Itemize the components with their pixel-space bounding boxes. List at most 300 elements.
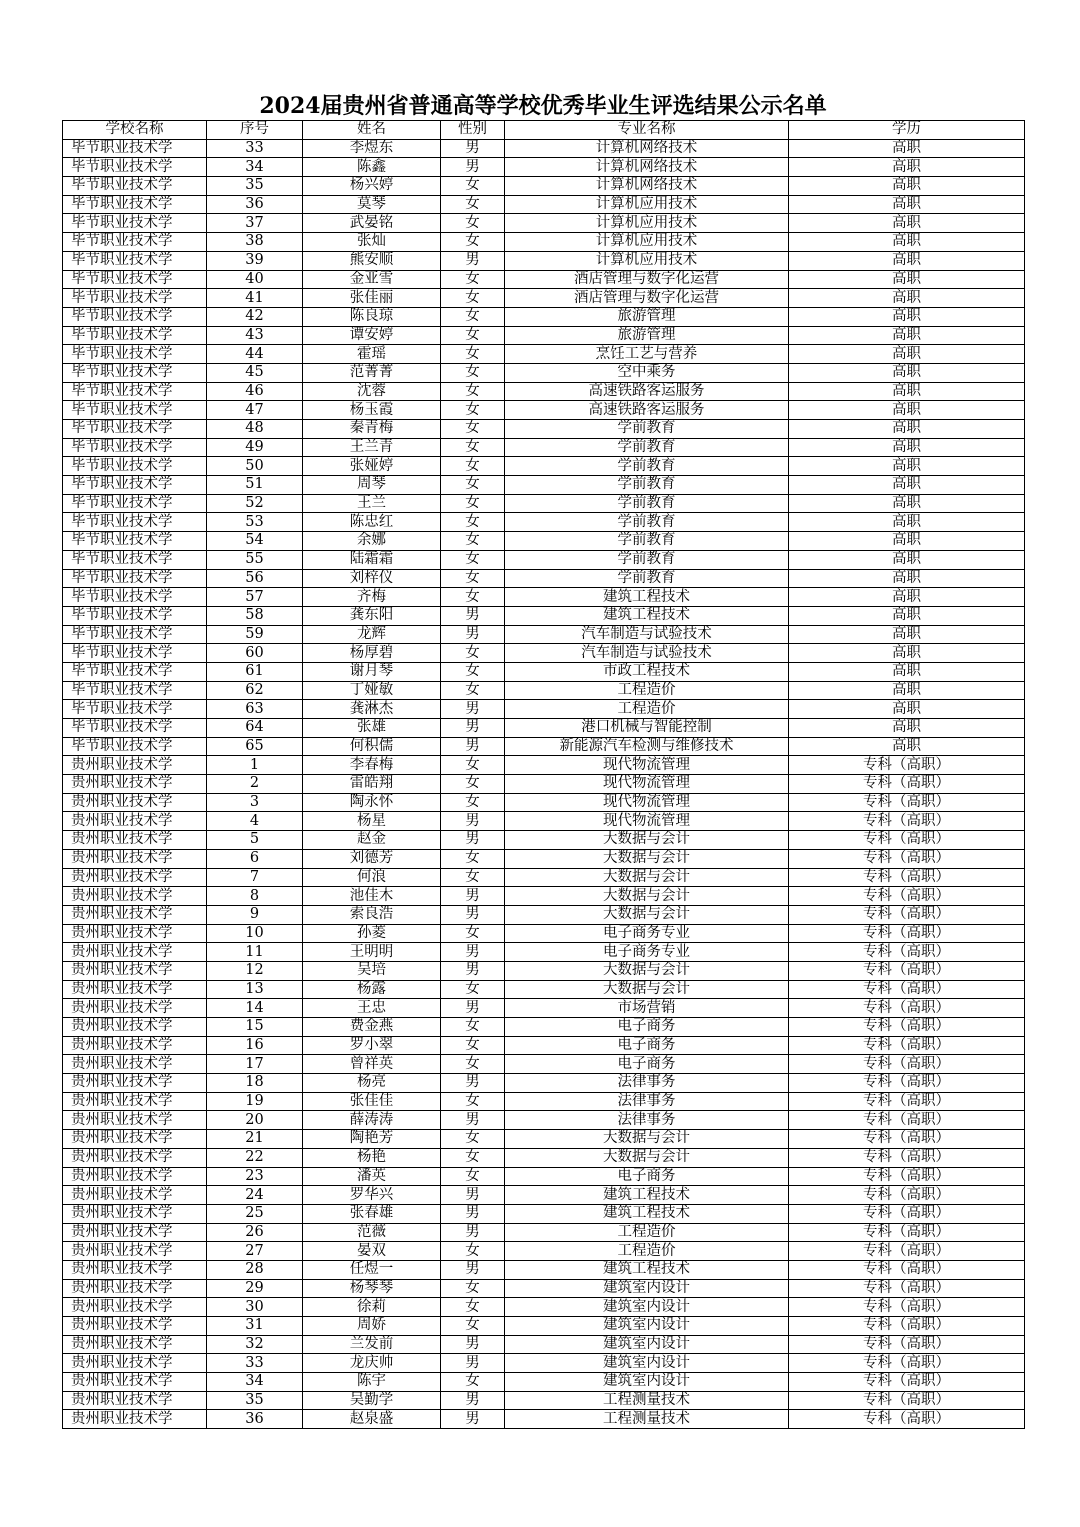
cell-degree: 高职 [789, 363, 1025, 382]
cell-school: 毕节职业技术学 [63, 158, 207, 177]
cell-degree: 专科（高职） [789, 1186, 1025, 1205]
table-row [63, 1167, 1025, 1186]
cell-degree: 高职 [789, 532, 1025, 551]
cell-major: 计算机应用技术 [505, 251, 789, 270]
cell-gender: 女 [441, 1167, 505, 1186]
cell-major: 建筑工程技术 [505, 1204, 789, 1223]
cell-degree: 专科（高职） [789, 905, 1025, 924]
cell-number: 62 [207, 681, 303, 700]
cell-major: 大数据与会计 [505, 961, 789, 980]
cell-degree: 高职 [789, 737, 1025, 756]
cell-number: 21 [207, 1130, 303, 1149]
cell-degree: 专科（高职） [789, 1391, 1025, 1410]
table-row [63, 793, 1025, 812]
cell-degree: 专科（高职） [789, 1242, 1025, 1261]
header-school: 学校名称 [63, 121, 207, 140]
cell-degree: 高职 [789, 662, 1025, 681]
cell-name: 陶永怀 [303, 793, 441, 812]
cell-gender: 男 [441, 1204, 505, 1223]
cell-degree: 高职 [789, 233, 1025, 252]
cell-school: 贵州职业技术学 [63, 1074, 207, 1093]
cell-school: 贵州职业技术学 [63, 1354, 207, 1373]
cell-degree: 高职 [789, 569, 1025, 588]
cell-major: 电子商务 [505, 1018, 789, 1037]
cell-gender: 女 [441, 1279, 505, 1298]
cell-school: 毕节职业技术学 [63, 251, 207, 270]
cell-number: 60 [207, 644, 303, 663]
table-row [63, 1111, 1025, 1130]
table-row [63, 1130, 1025, 1149]
cell-major: 酒店管理与数字化运营 [505, 289, 789, 308]
table-row [63, 1410, 1025, 1429]
cell-school: 毕节职业技术学 [63, 719, 207, 738]
cell-degree: 专科（高职） [789, 1373, 1025, 1392]
cell-degree: 高职 [789, 420, 1025, 439]
cell-gender: 女 [441, 849, 505, 868]
table-row [63, 251, 1025, 270]
cell-degree: 专科（高职） [789, 1130, 1025, 1149]
table-row [63, 494, 1025, 513]
cell-school: 毕节职业技术学 [63, 532, 207, 551]
header-major: 专业名称 [505, 121, 789, 140]
cell-gender: 女 [441, 195, 505, 214]
cell-degree: 高职 [789, 139, 1025, 158]
cell-gender: 女 [441, 494, 505, 513]
cell-school: 毕节职业技术学 [63, 550, 207, 569]
cell-major: 现代物流管理 [505, 793, 789, 812]
cell-name: 范薇 [303, 1223, 441, 1242]
table-row [63, 775, 1025, 794]
cell-number: 52 [207, 494, 303, 513]
cell-gender: 女 [441, 588, 505, 607]
cell-gender: 女 [441, 756, 505, 775]
cell-name: 费金燕 [303, 1018, 441, 1037]
cell-school: 毕节职业技术学 [63, 307, 207, 326]
cell-name: 杨艳 [303, 1148, 441, 1167]
cell-major: 建筑工程技术 [505, 588, 789, 607]
cell-major: 大数据与会计 [505, 1148, 789, 1167]
cell-gender: 男 [441, 700, 505, 719]
cell-name: 龙庆帅 [303, 1354, 441, 1373]
cell-name: 李春梅 [303, 756, 441, 775]
cell-number: 4 [207, 812, 303, 831]
cell-major: 大数据与会计 [505, 868, 789, 887]
cell-major: 工程造价 [505, 700, 789, 719]
cell-degree: 专科（高职） [789, 1036, 1025, 1055]
cell-school: 毕节职业技术学 [63, 177, 207, 196]
cell-name: 杨露 [303, 980, 441, 999]
cell-school: 毕节职业技术学 [63, 662, 207, 681]
cell-major: 学前教育 [505, 476, 789, 495]
cell-school: 贵州职业技术学 [63, 831, 207, 850]
cell-gender: 女 [441, 1373, 505, 1392]
table-row [63, 1260, 1025, 1279]
cell-name: 丁娅敏 [303, 681, 441, 700]
cell-major: 建筑室内设计 [505, 1279, 789, 1298]
table-row [63, 905, 1025, 924]
table-header-row [63, 121, 1025, 140]
cell-number: 47 [207, 401, 303, 420]
cell-major: 酒店管理与数字化运营 [505, 270, 789, 289]
cell-gender: 女 [441, 980, 505, 999]
cell-number: 39 [207, 251, 303, 270]
table-row [63, 999, 1025, 1018]
table-row [63, 438, 1025, 457]
table-row [63, 719, 1025, 738]
table-row [63, 1335, 1025, 1354]
cell-number: 45 [207, 363, 303, 382]
cell-name: 陈忠红 [303, 513, 441, 532]
cell-gender: 女 [441, 662, 505, 681]
header-gender: 性别 [441, 121, 505, 140]
cell-gender: 女 [441, 457, 505, 476]
cell-number: 30 [207, 1298, 303, 1317]
cell-major: 现代物流管理 [505, 775, 789, 794]
cell-major: 旅游管理 [505, 307, 789, 326]
table-row [63, 1074, 1025, 1093]
cell-major: 计算机应用技术 [505, 195, 789, 214]
table-row [63, 420, 1025, 439]
cell-school: 毕节职业技术学 [63, 420, 207, 439]
cell-major: 电子商务专业 [505, 924, 789, 943]
cell-number: 27 [207, 1242, 303, 1261]
cell-gender: 男 [441, 1260, 505, 1279]
cell-degree: 专科（高职） [789, 868, 1025, 887]
cell-name: 龙辉 [303, 625, 441, 644]
cell-degree: 专科（高职） [789, 943, 1025, 962]
cell-name: 张春雄 [303, 1204, 441, 1223]
cell-school: 贵州职业技术学 [63, 1260, 207, 1279]
cell-major: 建筑工程技术 [505, 1186, 789, 1205]
cell-name: 齐梅 [303, 588, 441, 607]
cell-school: 贵州职业技术学 [63, 1410, 207, 1429]
cell-major: 现代物流管理 [505, 812, 789, 831]
cell-number: 25 [207, 1204, 303, 1223]
cell-degree: 专科（高职） [789, 1298, 1025, 1317]
cell-number: 9 [207, 905, 303, 924]
cell-degree: 专科（高职） [789, 924, 1025, 943]
cell-name: 武晏铭 [303, 214, 441, 233]
cell-gender: 女 [441, 1317, 505, 1336]
cell-number: 2 [207, 775, 303, 794]
cell-degree: 高职 [789, 719, 1025, 738]
cell-gender: 男 [441, 1335, 505, 1354]
cell-number: 49 [207, 438, 303, 457]
cell-degree: 专科（高职） [789, 1260, 1025, 1279]
table-row [63, 1186, 1025, 1205]
cell-gender: 男 [441, 1391, 505, 1410]
cell-school: 贵州职业技术学 [63, 812, 207, 831]
cell-major: 建筑室内设计 [505, 1335, 789, 1354]
cell-major: 电子商务 [505, 1167, 789, 1186]
cell-school: 毕节职业技术学 [63, 438, 207, 457]
cell-school: 贵州职业技术学 [63, 1111, 207, 1130]
cell-school: 贵州职业技术学 [63, 924, 207, 943]
table-row [63, 681, 1025, 700]
cell-major: 学前教育 [505, 420, 789, 439]
cell-school: 毕节职业技术学 [63, 289, 207, 308]
cell-gender: 女 [441, 345, 505, 364]
cell-number: 33 [207, 139, 303, 158]
cell-school: 贵州职业技术学 [63, 1186, 207, 1205]
cell-gender: 男 [441, 158, 505, 177]
cell-degree: 高职 [789, 550, 1025, 569]
table-row [63, 980, 1025, 999]
table-row [63, 1148, 1025, 1167]
cell-major: 建筑工程技术 [505, 1260, 789, 1279]
cell-school: 毕节职业技术学 [63, 644, 207, 663]
cell-number: 44 [207, 345, 303, 364]
cell-gender: 男 [441, 812, 505, 831]
cell-number: 10 [207, 924, 303, 943]
cell-number: 54 [207, 532, 303, 551]
cell-major: 现代物流管理 [505, 756, 789, 775]
cell-gender: 男 [441, 1074, 505, 1093]
cell-degree: 专科（高职） [789, 1111, 1025, 1130]
cell-name: 杨玉霞 [303, 401, 441, 420]
cell-major: 工程测量技术 [505, 1410, 789, 1429]
cell-name: 曾祥英 [303, 1055, 441, 1074]
cell-school: 贵州职业技术学 [63, 1223, 207, 1242]
cell-name: 王忠 [303, 999, 441, 1018]
cell-gender: 女 [441, 1018, 505, 1037]
cell-major: 汽车制造与试验技术 [505, 625, 789, 644]
cell-school: 毕节职业技术学 [63, 606, 207, 625]
cell-gender: 女 [441, 326, 505, 345]
cell-gender: 女 [441, 214, 505, 233]
cell-degree: 专科（高职） [789, 1018, 1025, 1037]
cell-degree: 专科（高职） [789, 1279, 1025, 1298]
cell-gender: 男 [441, 1111, 505, 1130]
cell-degree: 专科（高职） [789, 831, 1025, 850]
cell-major: 法律事务 [505, 1092, 789, 1111]
cell-degree: 专科（高职） [789, 961, 1025, 980]
table-row [63, 1223, 1025, 1242]
cell-name: 王兰青 [303, 438, 441, 457]
cell-name: 谢月琴 [303, 662, 441, 681]
cell-gender: 女 [441, 924, 505, 943]
cell-school: 贵州职业技术学 [63, 1092, 207, 1111]
cell-name: 赵泉盛 [303, 1410, 441, 1429]
cell-school: 贵州职业技术学 [63, 980, 207, 999]
cell-major: 空中乘务 [505, 363, 789, 382]
cell-gender: 男 [441, 831, 505, 850]
cell-degree: 高职 [789, 644, 1025, 663]
cell-gender: 女 [441, 513, 505, 532]
cell-name: 范菁菁 [303, 363, 441, 382]
table-row [63, 1298, 1025, 1317]
cell-school: 贵州职业技术学 [63, 1018, 207, 1037]
cell-number: 38 [207, 233, 303, 252]
cell-name: 杨星 [303, 812, 441, 831]
cell-degree: 专科（高职） [789, 1148, 1025, 1167]
table-row [63, 569, 1025, 588]
cell-name: 晏双 [303, 1242, 441, 1261]
cell-degree: 高职 [789, 307, 1025, 326]
cell-major: 计算机应用技术 [505, 233, 789, 252]
cell-degree: 专科（高职） [789, 1092, 1025, 1111]
cell-major: 大数据与会计 [505, 980, 789, 999]
cell-name: 王明明 [303, 943, 441, 962]
table-row [63, 1018, 1025, 1037]
cell-degree: 专科（高职） [789, 1204, 1025, 1223]
cell-number: 58 [207, 606, 303, 625]
cell-major: 高速铁路客运服务 [505, 401, 789, 420]
cell-gender: 男 [441, 887, 505, 906]
cell-degree: 高职 [789, 289, 1025, 308]
cell-school: 毕节职业技术学 [63, 625, 207, 644]
cell-school: 毕节职业技术学 [63, 139, 207, 158]
cell-degree: 高职 [789, 158, 1025, 177]
cell-school: 贵州职业技术学 [63, 868, 207, 887]
cell-number: 40 [207, 270, 303, 289]
table-row [63, 961, 1025, 980]
cell-gender: 女 [441, 363, 505, 382]
cell-school: 贵州职业技术学 [63, 1317, 207, 1336]
cell-degree: 高职 [789, 606, 1025, 625]
cell-name: 龚淋杰 [303, 700, 441, 719]
cell-name: 何浪 [303, 868, 441, 887]
cell-number: 1 [207, 756, 303, 775]
table-row [63, 737, 1025, 756]
cell-gender: 男 [441, 251, 505, 270]
cell-number: 34 [207, 1373, 303, 1392]
table-row [63, 1242, 1025, 1261]
table-row [63, 401, 1025, 420]
cell-school: 贵州职业技术学 [63, 793, 207, 812]
cell-major: 学前教育 [505, 532, 789, 551]
cell-gender: 女 [441, 775, 505, 794]
cell-school: 毕节职业技术学 [63, 270, 207, 289]
cell-school: 贵州职业技术学 [63, 1036, 207, 1055]
table-row [63, 345, 1025, 364]
cell-school: 毕节职业技术学 [63, 700, 207, 719]
cell-school: 毕节职业技术学 [63, 401, 207, 420]
cell-gender: 女 [441, 177, 505, 196]
header-number: 序号 [207, 121, 303, 140]
cell-gender: 女 [441, 681, 505, 700]
cell-name: 李煜东 [303, 139, 441, 158]
cell-gender: 男 [441, 1223, 505, 1242]
cell-number: 8 [207, 887, 303, 906]
table-row [63, 233, 1025, 252]
cell-number: 56 [207, 569, 303, 588]
cell-number: 20 [207, 1111, 303, 1130]
cell-number: 59 [207, 625, 303, 644]
cell-major: 电子商务 [505, 1036, 789, 1055]
cell-major: 大数据与会计 [505, 831, 789, 850]
document-title: 2024届贵州省普通高等学校优秀毕业生评选结果公示名单 [259, 93, 827, 119]
cell-school: 贵州职业技术学 [63, 756, 207, 775]
table-row [63, 363, 1025, 382]
cell-school: 毕节职业技术学 [63, 681, 207, 700]
table-row [63, 1279, 1025, 1298]
table-row [63, 1055, 1025, 1074]
table-body [63, 139, 1025, 1428]
cell-gender: 女 [441, 532, 505, 551]
cell-name: 余娜 [303, 532, 441, 551]
cell-name: 陈良琼 [303, 307, 441, 326]
cell-number: 37 [207, 214, 303, 233]
cell-degree: 高职 [789, 326, 1025, 345]
cell-name: 赵金 [303, 831, 441, 850]
table-row [63, 606, 1025, 625]
cell-major: 市政工程技术 [505, 662, 789, 681]
cell-name: 陶艳芳 [303, 1130, 441, 1149]
cell-degree: 高职 [789, 457, 1025, 476]
cell-gender: 女 [441, 382, 505, 401]
cell-major: 工程造价 [505, 1223, 789, 1242]
cell-school: 贵州职业技术学 [63, 905, 207, 924]
cell-degree: 高职 [789, 251, 1025, 270]
cell-major: 大数据与会计 [505, 1130, 789, 1149]
cell-name: 吴培 [303, 961, 441, 980]
cell-number: 19 [207, 1092, 303, 1111]
cell-name: 薛涛涛 [303, 1111, 441, 1130]
cell-major: 建筑室内设计 [505, 1354, 789, 1373]
cell-gender: 女 [441, 401, 505, 420]
cell-degree: 高职 [789, 588, 1025, 607]
cell-major: 学前教育 [505, 513, 789, 532]
cell-school: 毕节职业技术学 [63, 513, 207, 532]
cell-number: 63 [207, 700, 303, 719]
cell-major: 建筑室内设计 [505, 1373, 789, 1392]
cell-school: 毕节职业技术学 [63, 233, 207, 252]
cell-number: 50 [207, 457, 303, 476]
cell-degree: 专科（高职） [789, 1055, 1025, 1074]
cell-major: 学前教育 [505, 550, 789, 569]
cell-name: 兰发前 [303, 1335, 441, 1354]
cell-name: 雷皓翔 [303, 775, 441, 794]
cell-name: 沈蓉 [303, 382, 441, 401]
cell-number: 36 [207, 1410, 303, 1429]
table-row [63, 887, 1025, 906]
cell-school: 毕节职业技术学 [63, 569, 207, 588]
table-row [63, 1354, 1025, 1373]
cell-number: 33 [207, 1354, 303, 1373]
cell-degree: 专科（高职） [789, 849, 1025, 868]
cell-school: 毕节职业技术学 [63, 588, 207, 607]
cell-number: 35 [207, 1391, 303, 1410]
table-row [63, 662, 1025, 681]
cell-number: 61 [207, 662, 303, 681]
cell-gender: 男 [441, 905, 505, 924]
cell-school: 贵州职业技术学 [63, 1130, 207, 1149]
cell-major: 工程造价 [505, 1242, 789, 1261]
cell-name: 霍瑶 [303, 345, 441, 364]
cell-name: 陈宇 [303, 1373, 441, 1392]
table-row [63, 177, 1025, 196]
cell-major: 新能源汽车检测与维修技术 [505, 737, 789, 756]
table-row [63, 1204, 1025, 1223]
cell-school: 贵州职业技术学 [63, 1242, 207, 1261]
cell-school: 贵州职业技术学 [63, 1148, 207, 1167]
table-row [63, 476, 1025, 495]
table-row [63, 588, 1025, 607]
cell-degree: 高职 [789, 438, 1025, 457]
cell-school: 贵州职业技术学 [63, 849, 207, 868]
cell-name: 杨兴婷 [303, 177, 441, 196]
table-row [63, 195, 1025, 214]
cell-major: 法律事务 [505, 1074, 789, 1093]
cell-major: 建筑工程技术 [505, 606, 789, 625]
cell-number: 48 [207, 420, 303, 439]
table-row [63, 943, 1025, 962]
cell-school: 毕节职业技术学 [63, 494, 207, 513]
cell-school: 毕节职业技术学 [63, 382, 207, 401]
cell-gender: 男 [441, 606, 505, 625]
cell-gender: 女 [441, 550, 505, 569]
